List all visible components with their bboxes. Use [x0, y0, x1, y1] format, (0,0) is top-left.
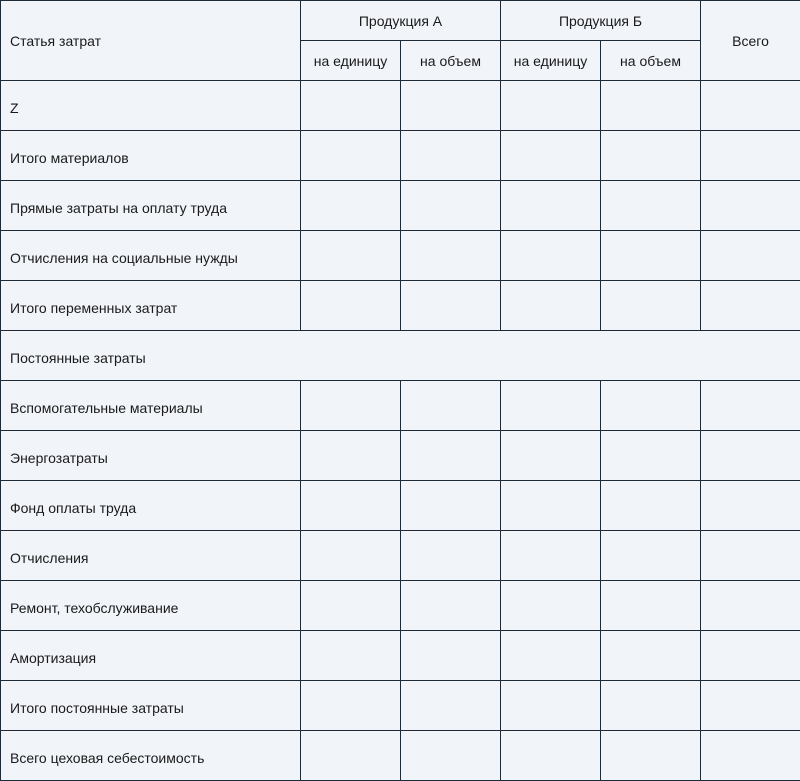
- cell-b-per-unit[interactable]: [501, 181, 601, 231]
- cell-b-per-volume[interactable]: [601, 581, 701, 631]
- cell-total[interactable]: [701, 481, 800, 531]
- cell-a-per-volume[interactable]: [401, 531, 501, 581]
- cell-total[interactable]: [701, 181, 800, 231]
- row-label: Прямые затраты на оплату труда: [1, 181, 301, 231]
- table-row: [1, 631, 800, 681]
- cell-a-per-volume[interactable]: [401, 681, 501, 731]
- cell-a-per-unit[interactable]: [301, 381, 401, 431]
- cell-a-per-volume[interactable]: [401, 281, 501, 331]
- cell-total[interactable]: [701, 581, 800, 631]
- row-label: Z: [1, 81, 301, 131]
- cell-b-per-volume[interactable]: [601, 81, 701, 131]
- table-row: [1, 131, 800, 181]
- row-label: Итого переменных затрат: [1, 281, 301, 331]
- cell-a-per-volume[interactable]: [401, 731, 501, 781]
- cell-a-per-volume[interactable]: [401, 631, 501, 681]
- table-row: [1, 231, 800, 281]
- row-label: Фонд оплаты труда: [1, 481, 301, 531]
- cell-b-per-unit[interactable]: [501, 531, 601, 581]
- section-label: Постоянные затраты: [1, 331, 800, 381]
- header-a-per-volume: на объем: [401, 41, 501, 81]
- cell-a-per-unit[interactable]: [301, 81, 401, 131]
- header-product-a: Продукция А: [301, 1, 501, 41]
- row-label: Амортизация: [1, 631, 301, 681]
- header-a-per-unit: на единицу: [301, 41, 401, 81]
- cell-a-per-unit[interactable]: [301, 681, 401, 731]
- cell-b-per-volume[interactable]: [601, 731, 701, 781]
- cell-a-per-volume[interactable]: [401, 181, 501, 231]
- cell-total[interactable]: [701, 231, 800, 281]
- cell-b-per-unit[interactable]: [501, 731, 601, 781]
- cell-total[interactable]: [701, 631, 800, 681]
- cell-a-per-unit[interactable]: [301, 231, 401, 281]
- cell-b-per-volume[interactable]: [601, 231, 701, 281]
- cell-a-per-unit[interactable]: [301, 731, 401, 781]
- cell-b-per-unit[interactable]: [501, 131, 601, 181]
- cell-b-per-volume[interactable]: [601, 481, 701, 531]
- table-row: [1, 81, 800, 131]
- header-product-b: Продукция Б: [501, 1, 701, 41]
- header-b-per-unit: на единицу: [501, 41, 601, 81]
- cell-a-per-unit[interactable]: [301, 581, 401, 631]
- cell-a-per-unit[interactable]: [301, 631, 401, 681]
- cell-a-per-unit[interactable]: [301, 481, 401, 531]
- cell-a-per-unit[interactable]: [301, 531, 401, 581]
- header-cost-item: Статья затрат: [1, 1, 301, 81]
- cell-b-per-unit[interactable]: [501, 581, 601, 631]
- table-row: [1, 681, 800, 731]
- table-row: [1, 481, 800, 531]
- cell-total[interactable]: [701, 531, 800, 581]
- cell-a-per-volume[interactable]: [401, 481, 501, 531]
- cell-b-per-volume[interactable]: [601, 631, 701, 681]
- cell-b-per-volume[interactable]: [601, 131, 701, 181]
- cell-b-per-volume[interactable]: [601, 381, 701, 431]
- cell-b-per-volume[interactable]: [601, 531, 701, 581]
- row-label: Итого постоянные затраты: [1, 681, 301, 731]
- cell-a-per-volume[interactable]: [401, 81, 501, 131]
- cell-a-per-unit[interactable]: [301, 281, 401, 331]
- cell-a-per-volume[interactable]: [401, 131, 501, 181]
- cell-a-per-volume[interactable]: [401, 581, 501, 631]
- table-row: [1, 181, 800, 231]
- table-row: [1, 581, 800, 631]
- cell-a-per-unit[interactable]: [301, 431, 401, 481]
- cell-b-per-volume[interactable]: [601, 681, 701, 731]
- cell-a-per-volume[interactable]: [401, 431, 501, 481]
- cell-total[interactable]: [701, 81, 800, 131]
- cell-b-per-unit[interactable]: [501, 231, 601, 281]
- cell-b-per-unit[interactable]: [501, 281, 601, 331]
- cell-a-per-unit[interactable]: [301, 131, 401, 181]
- cell-b-per-volume[interactable]: [601, 181, 701, 231]
- table-row: [1, 531, 800, 581]
- cell-b-per-unit[interactable]: [501, 381, 601, 431]
- cell-b-per-unit[interactable]: [501, 481, 601, 531]
- table-row: [1, 281, 800, 331]
- cell-a-per-volume[interactable]: [401, 381, 501, 431]
- table-row: [1, 431, 800, 481]
- section-row: [1, 331, 800, 381]
- table-row: [1, 381, 800, 431]
- cell-total[interactable]: [701, 731, 800, 781]
- cell-a-per-volume[interactable]: [401, 231, 501, 281]
- cell-b-per-volume[interactable]: [601, 281, 701, 331]
- cell-b-per-unit[interactable]: [501, 431, 601, 481]
- row-label: Вспомогательные материалы: [1, 381, 301, 431]
- row-label: Отчисления на социальные нужды: [1, 231, 301, 281]
- cell-b-per-unit[interactable]: [501, 81, 601, 131]
- cell-total[interactable]: [701, 381, 800, 431]
- header-total: Всего: [701, 1, 800, 81]
- cell-total[interactable]: [701, 431, 800, 481]
- cell-total[interactable]: [701, 681, 800, 731]
- row-label: Всего цеховая себестоимость: [1, 731, 301, 781]
- cell-b-per-volume[interactable]: [601, 431, 701, 481]
- cell-total[interactable]: [701, 131, 800, 181]
- cell-a-per-unit[interactable]: [301, 181, 401, 231]
- header-b-per-volume: на объем: [601, 41, 701, 81]
- cell-b-per-unit[interactable]: [501, 681, 601, 731]
- cell-total[interactable]: [701, 281, 800, 331]
- cell-b-per-unit[interactable]: [501, 631, 601, 681]
- row-label: Энергозатраты: [1, 431, 301, 481]
- row-label: Отчисления: [1, 531, 301, 581]
- row-label: Итого материалов: [1, 131, 301, 181]
- table-row: [1, 731, 800, 781]
- row-label: Ремонт, техобслуживание: [1, 581, 301, 631]
